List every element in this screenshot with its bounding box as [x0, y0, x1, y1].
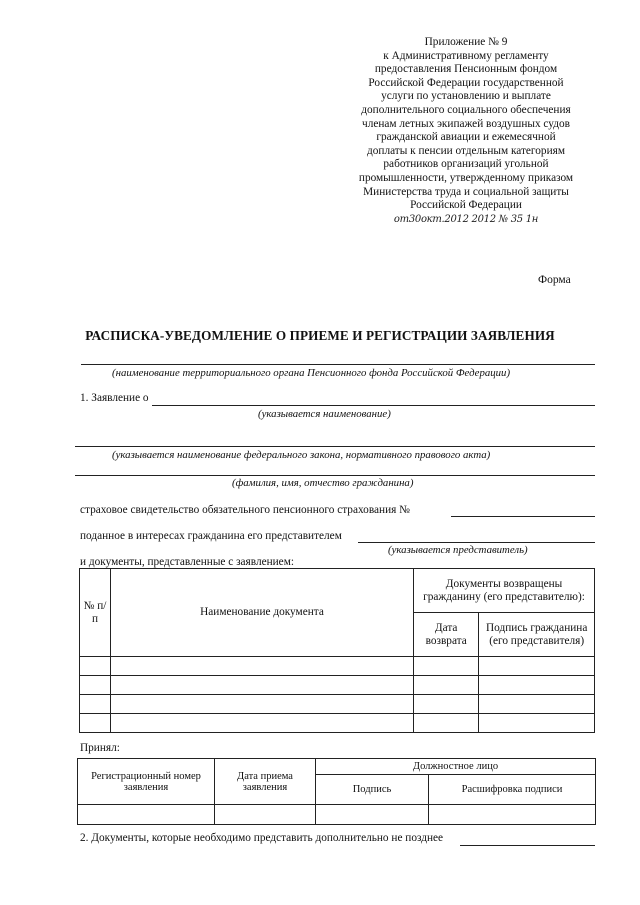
table-cell[interactable] — [479, 676, 595, 695]
table-row — [80, 714, 595, 733]
table-cell[interactable] — [414, 676, 479, 695]
insurance-certificate-label: страховое свидетельство обязательного пенсионного страхования № — [80, 504, 410, 516]
submitted-by-label: поданное в интересах гражданина его представителем — [80, 530, 342, 542]
appendix-line: Приложение № 9 — [424, 36, 508, 48]
appendix-line: работников организаций угольной — [383, 158, 549, 171]
appendix-line: Российской Федерации государственной — [368, 76, 564, 89]
table-cell[interactable] — [111, 695, 414, 714]
col-reg-number-header: Регистрационный номер заявления — [78, 759, 215, 805]
table-cell[interactable] — [111, 714, 414, 733]
table-cell[interactable] — [429, 805, 596, 825]
accepted-label: Принял: — [80, 742, 120, 754]
appendix-line: дополнительного социального обеспечения — [361, 103, 571, 116]
table-cell[interactable] — [80, 657, 111, 676]
col-returned-header: Документы возвращены гражданину (его представителю): — [414, 569, 595, 613]
appendix-line: гражданской авиации и ежемесячной — [376, 131, 556, 144]
table-cell[interactable] — [316, 805, 429, 825]
table-row — [80, 695, 595, 714]
application-of-label: 1. Заявление о — [80, 392, 149, 404]
registration-table — [77, 758, 596, 825]
table-cell[interactable] — [80, 714, 111, 733]
appendix-line: услуги по установлению и выплате — [381, 90, 551, 103]
table-row — [78, 805, 596, 825]
territorial-body-field[interactable] — [81, 364, 595, 365]
appendix-header — [340, 36, 592, 226]
table-cell[interactable] — [78, 805, 215, 825]
appendix-line: промышленности, утвержденному приказом — [358, 171, 574, 184]
col-number-header: № п/п — [80, 569, 111, 657]
form-label: Форма — [538, 274, 571, 286]
appendix-line: доплаты к пенсии отдельным категориям — [367, 144, 565, 157]
citizen-name-field[interactable] — [75, 475, 595, 476]
appendix-line: Российской Федерации — [410, 199, 522, 212]
law-act-field[interactable] — [75, 446, 595, 447]
table-cell[interactable] — [215, 805, 316, 825]
additional-docs-label: 2. Документы, которые необходимо представить дополнительно не позднее — [80, 832, 444, 844]
citizen-name-hint: (фамилия, имя, отчество гражданина) — [232, 477, 414, 489]
appendix-line: Министерства труда и социальной защиты — [363, 185, 569, 198]
table-cell[interactable] — [479, 714, 595, 733]
representative-field[interactable] — [358, 542, 595, 543]
application-name-field[interactable] — [152, 405, 595, 406]
table-cell[interactable] — [111, 657, 414, 676]
col-official-header: Должностное лицо — [316, 759, 596, 775]
appendix-line: к Административному регламенту — [383, 49, 549, 62]
representative-hint: (указывается представитель) — [388, 544, 528, 556]
table-cell[interactable] — [80, 695, 111, 714]
documents-with-label: и документы, представленные с заявлением: — [80, 556, 294, 568]
table-cell[interactable] — [414, 714, 479, 733]
col-signature-decode-header: Расшифровка подписи — [429, 775, 596, 805]
col-doc-name-header: Наименование документа — [111, 569, 414, 657]
documents-table — [79, 568, 595, 733]
table-cell[interactable] — [80, 676, 111, 695]
additional-docs-deadline-field[interactable] — [460, 845, 595, 846]
table-cell[interactable] — [111, 676, 414, 695]
table-row — [80, 657, 595, 676]
document-title: РАСПИСКА-УВЕДОМЛЕНИЕ О ПРИЕМЕ И РЕГИСТРАЦИИ ЗАЯВЛЕНИЯ — [85, 328, 555, 343]
col-official-signature-header: Подпись — [316, 775, 429, 805]
table-cell[interactable] — [479, 695, 595, 714]
order-date-number: от30окт.2012 2012 № 35 1н — [393, 213, 539, 225]
table-cell[interactable] — [414, 657, 479, 676]
appendix-line: членам летных экипажей воздушных судов — [362, 117, 570, 130]
law-act-hint: (указывается наименование федерального закона, нормативного правового акта) — [112, 449, 491, 461]
table-cell[interactable] — [479, 657, 595, 676]
col-signature-header: Подпись гражданина (его представителя) — [479, 613, 595, 657]
application-name-hint: (указывается наименование) — [258, 408, 391, 420]
appendix-line: предоставления Пенсионным фондом — [374, 63, 558, 76]
territorial-body-hint: (наименование территориального органа Пенсионного фонда Российской Федерации) — [112, 367, 511, 379]
insurance-certificate-field[interactable] — [451, 516, 595, 517]
col-date-header: Дата приема заявления — [215, 759, 316, 805]
table-row — [80, 676, 595, 695]
col-return-date-header: Дата возврата — [414, 613, 479, 657]
table-cell[interactable] — [414, 695, 479, 714]
